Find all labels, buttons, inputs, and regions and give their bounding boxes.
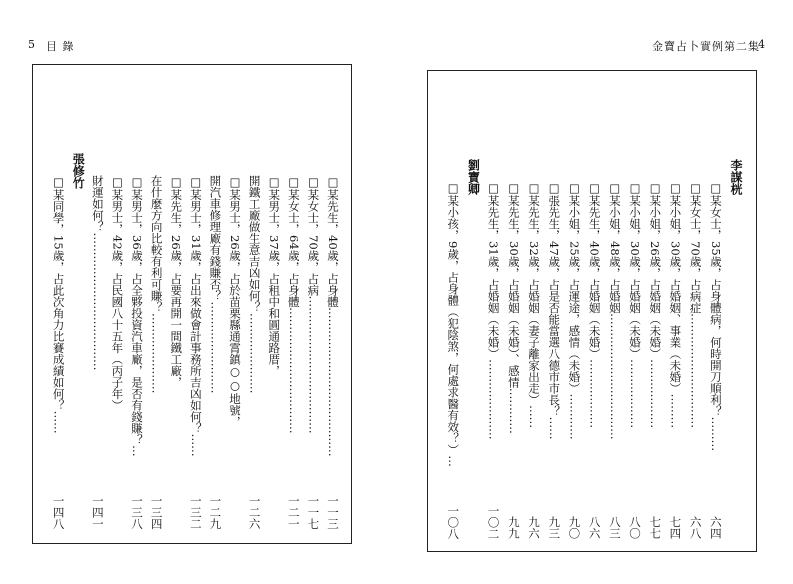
left-toc-entry-text: □某男士，42歲，占民國八十五年（丙子年） (110, 175, 125, 411)
left-toc-entry-text: □某男士，26歲，占於苗栗縣通霄鎮○○地號， (228, 175, 242, 428)
left-toc-entry-text: □某男士，31歲，占出來做會計事務所吉凶如何？…… (188, 175, 203, 457)
right-toc-entry-text: □某小姐，48歲，占婚姻…………………………… (607, 181, 622, 440)
left-toc-entry-text: □某女士，70歲，占病……………………………… (306, 175, 321, 434)
right-toc-column (585, 71, 605, 551)
left-toc-column (186, 65, 206, 543)
left-toc-page-number: 一四一 (90, 494, 105, 529)
right-toc-column (605, 71, 625, 551)
left-toc-entry-text: □某同學，15歲，占此次角力比賽成績如何？…… (51, 175, 66, 434)
left-toc-page-number: 一二一 (286, 494, 301, 529)
left-toc-column (205, 65, 225, 543)
right-toc-column (504, 71, 524, 551)
left-toc-page-number: 一四八 (51, 494, 66, 529)
right-toc-entry-text: □某小孩，9歲，占身體（犯陰煞，何處求醫有效？）… (446, 181, 461, 467)
left-toc-entry-text: 財運如何？……………………………… (90, 175, 105, 371)
right-page-frame (427, 70, 757, 552)
left-toc-column (303, 65, 323, 543)
right-page-number: 4 (758, 38, 766, 51)
right-toc-page-number: 八三 (607, 516, 622, 539)
right-toc-column (443, 71, 463, 551)
right-toc-page-number: 八〇 (628, 516, 642, 539)
left-toc-column (245, 65, 265, 543)
right-toc-column (686, 71, 706, 551)
left-toc-entry-text: □某女士，64歲，占身體…………………………… (286, 175, 301, 434)
right-toc-column (544, 71, 564, 551)
right-toc-column (463, 71, 483, 551)
left-toc-column (88, 65, 108, 543)
left-toc-column (147, 65, 167, 543)
right-toc-column (625, 71, 645, 551)
left-toc-column (284, 65, 304, 543)
right-toc-page-number: 九六 (527, 516, 541, 539)
right-toc-page-number: 一〇二 (486, 504, 501, 539)
left-page-frame (32, 64, 352, 544)
left-section-author: 張修竹 (71, 153, 86, 189)
left-toc-entry-text: □某男士，36歲，占全夥投資汽車廠，是否有錢賺？… (130, 175, 144, 457)
right-toc-entry-text: □某女士，70歲，占病症………………………… (688, 181, 703, 429)
right-toc-column (564, 71, 584, 551)
left-header-title: 目 錄 (46, 40, 75, 53)
left-toc-entry-text: 開鐵工廠做生意吉凶如何？………………… (247, 175, 262, 394)
right-toc-column (645, 71, 665, 551)
right-section-author: 李謀桄 (729, 159, 743, 195)
right-toc-column (665, 71, 685, 551)
right-toc-page-number: 六四 (708, 516, 723, 539)
left-toc-column (323, 65, 343, 543)
left-toc-page-number: 一二九 (208, 494, 223, 529)
left-toc-column (107, 65, 127, 543)
right-toc-entry-text: □某小姐，30歲，占婚姻（未婚）……………… (628, 181, 642, 429)
right-toc-page-number: 九三 (547, 516, 562, 539)
right-toc-entry-text: □張先生，47歲，占是否能當選八德市市長？…… (547, 181, 562, 440)
right-toc-entry-text: □某先生，30歲，占婚姻（未婚）、感情………… (506, 181, 521, 434)
left-toc-entry-text: 在什麼方向比較有利可賺？………………… (149, 175, 164, 394)
right-toc-entry-text: □某先生，40歲，占婚姻（未婚）……………… (587, 181, 602, 429)
right-toc-entry-text: □某小姐，25歲，占運途，感情（未婚）………… (567, 181, 582, 440)
right-toc-entry-text: □某女士，35歲，占身體病，何時開刀順利？……… (708, 181, 723, 452)
left-toc-column (264, 65, 284, 543)
left-toc-column (49, 65, 69, 543)
left-toc-page-number: 一一七 (306, 494, 321, 529)
left-page-number: 5 (28, 38, 36, 51)
right-toc-page-number: 七七 (648, 516, 663, 539)
left-toc-page-number: 一一三 (326, 494, 340, 529)
right-toc-page-number: 一〇八 (446, 504, 461, 539)
right-toc-page-number: 九九 (506, 516, 521, 539)
right-section-author: 劉寶卿 (466, 159, 481, 195)
left-toc-column (68, 65, 88, 543)
left-toc-entry-text: □某先生，40歲，占身體………………………………… (326, 175, 340, 457)
right-toc-columns (428, 71, 756, 551)
left-toc-column (225, 65, 245, 543)
right-toc-column (726, 71, 746, 551)
left-toc-entry-text: 開汽車修理廠有錢賺否？…………………… (208, 175, 223, 394)
left-toc-columns (33, 65, 351, 543)
left-toc-page-number: 一三二 (188, 494, 203, 529)
right-toc-column (484, 71, 504, 551)
right-toc-page-number: 九〇 (567, 516, 582, 539)
right-toc-column (524, 71, 544, 551)
left-toc-column (127, 65, 147, 543)
right-toc-entry-text: □某小姐，26歲，占婚姻（未婚）……………… (648, 181, 663, 429)
left-toc-column (166, 65, 186, 543)
left-toc-page-number: 一二六 (247, 494, 262, 529)
right-toc-entry-text: □某先生，31歲，占婚姻（未婚）………………… (486, 181, 501, 440)
right-toc-page-number: 六八 (688, 516, 703, 539)
right-header-title: 金寶占卜實例第二集 (652, 40, 760, 53)
left-toc-page-number: 一三八 (130, 494, 144, 529)
right-toc-page-number: 八六 (587, 516, 602, 539)
right-toc-entry-text: □某小姐，30歲，占婚姻、事業（未婚）……… (668, 181, 683, 429)
right-toc-page-number: 七四 (668, 516, 683, 539)
left-toc-entry-text: □某先生，26歲，占要再開一間鐵工廠， (169, 175, 184, 388)
right-toc-entry-text: □某先生，32歲，占婚姻（妻子離家出走）…… (527, 181, 541, 429)
left-toc-page-number: 一三四 (149, 494, 164, 529)
left-toc-entry-text: □某男士，37歲，占租中和圓通路厝， (267, 175, 282, 377)
right-toc-column (706, 71, 726, 551)
